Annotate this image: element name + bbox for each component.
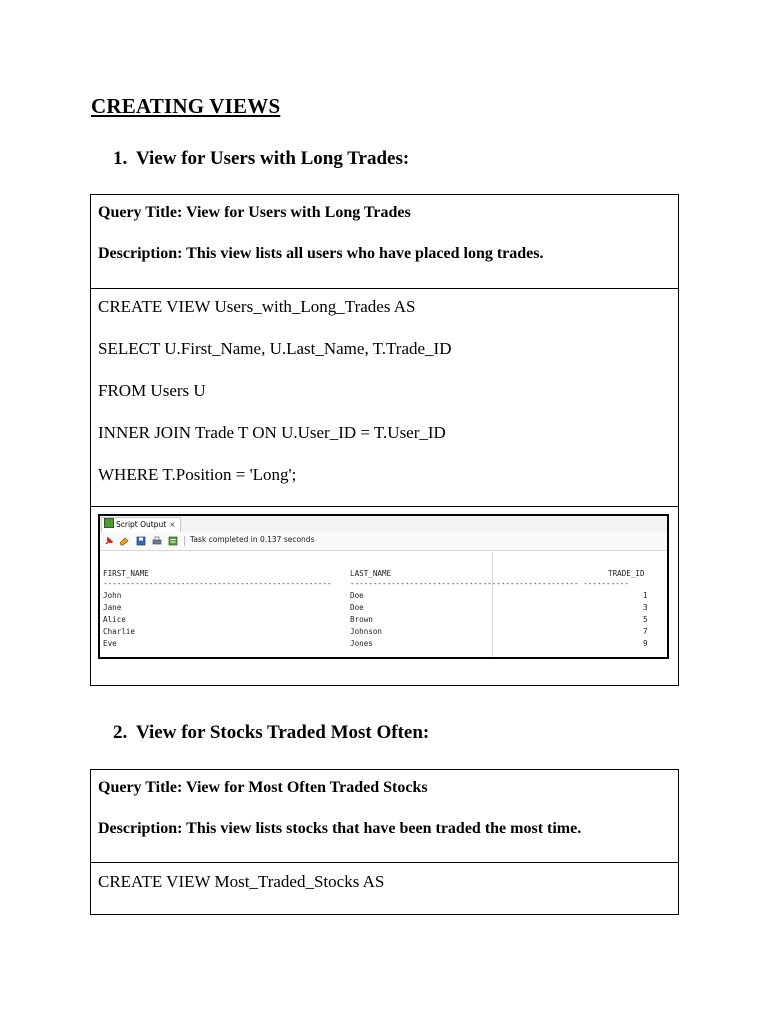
cell-first-name: Charlie <box>103 627 136 636</box>
close-icon[interactable]: × <box>169 520 176 529</box>
tab-label: Script Output <box>116 520 167 529</box>
status-text: Task completed in 0.137 seconds <box>190 535 315 544</box>
cell-last-name: Johnson <box>350 627 383 636</box>
code-line: CREATE VIEW Users_with_Long_Trades AS <box>98 297 416 316</box>
query-header-cell <box>91 770 678 863</box>
section-number: 1. <box>113 148 128 169</box>
cell-first-name: Eve <box>103 639 117 648</box>
column-header-trade-id: TRADE_ID <box>608 569 645 578</box>
cell-last-name: Doe <box>350 603 364 612</box>
query-title: Query Title: View for Users with Long Trades <box>98 204 411 221</box>
cell-last-name: Brown <box>350 615 373 624</box>
query-description: Description: This view lists all users who have placed long trades. <box>98 245 544 262</box>
cell-trade-id: 7 <box>643 627 648 636</box>
export-icon[interactable] <box>168 536 178 546</box>
section-2-heading <box>113 722 429 744</box>
eraser-icon[interactable] <box>119 536 129 546</box>
code-line: FROM Users U <box>98 381 206 400</box>
section-title: View for Stocks Traded Most Often: <box>136 722 430 743</box>
script-output-screenshot <box>98 514 669 659</box>
cell-trade-id: 5 <box>643 615 648 624</box>
pin-icon[interactable] <box>104 536 114 546</box>
script-output-icon <box>104 518 114 528</box>
page-heading: CREATING VIEWS <box>91 94 281 118</box>
section-1-heading <box>113 148 409 170</box>
query-output-cell <box>91 507 678 684</box>
toolbar-separator <box>184 536 185 546</box>
column-divider <box>492 552 493 657</box>
code-line: INNER JOIN Trade T ON U.User_ID = T.User_ID <box>98 423 446 442</box>
cell-first-name: Alice <box>103 615 126 624</box>
cell-trade-id: 3 <box>643 603 648 612</box>
tab-script-output[interactable] <box>101 517 181 532</box>
query-code-cell <box>91 863 678 914</box>
query-code-cell <box>91 289 678 507</box>
query-box-2 <box>90 769 679 915</box>
save-icon[interactable] <box>136 536 146 546</box>
query-description: Description: This view lists stocks that have been traded the most time. <box>98 820 582 837</box>
code-line: CREATE VIEW Most_Traded_Stocks AS <box>98 872 385 891</box>
query-box-1 <box>90 194 679 686</box>
code-line: WHERE T.Position = 'Long'; <box>98 465 297 484</box>
query-header-cell <box>91 195 678 289</box>
cell-first-name: Jane <box>103 603 122 612</box>
code-line: SELECT U.First_Name, U.Last_Name, T.Trade_ID <box>98 339 452 358</box>
section-title: View for Users with Long Trades: <box>136 148 410 169</box>
cell-trade-id: 9 <box>643 639 648 648</box>
output-tab-bar <box>100 516 667 532</box>
column-header-last-name: LAST_NAME <box>350 569 392 578</box>
cell-last-name: Jones <box>350 639 373 648</box>
query-title: Query Title: View for Most Often Traded Stocks <box>98 779 428 796</box>
header-underline: -------------------------------------------------- <box>103 579 332 588</box>
header-underline: -------------------------------------------------- ---------- <box>350 579 629 588</box>
cell-last-name: Doe <box>350 591 364 600</box>
cell-trade-id: 1 <box>643 591 648 600</box>
section-number: 2. <box>113 722 128 743</box>
print-icon[interactable] <box>152 536 162 546</box>
output-toolbar <box>100 532 667 551</box>
column-header-first-name: FIRST_NAME <box>103 569 149 578</box>
cell-first-name: John <box>103 591 122 600</box>
